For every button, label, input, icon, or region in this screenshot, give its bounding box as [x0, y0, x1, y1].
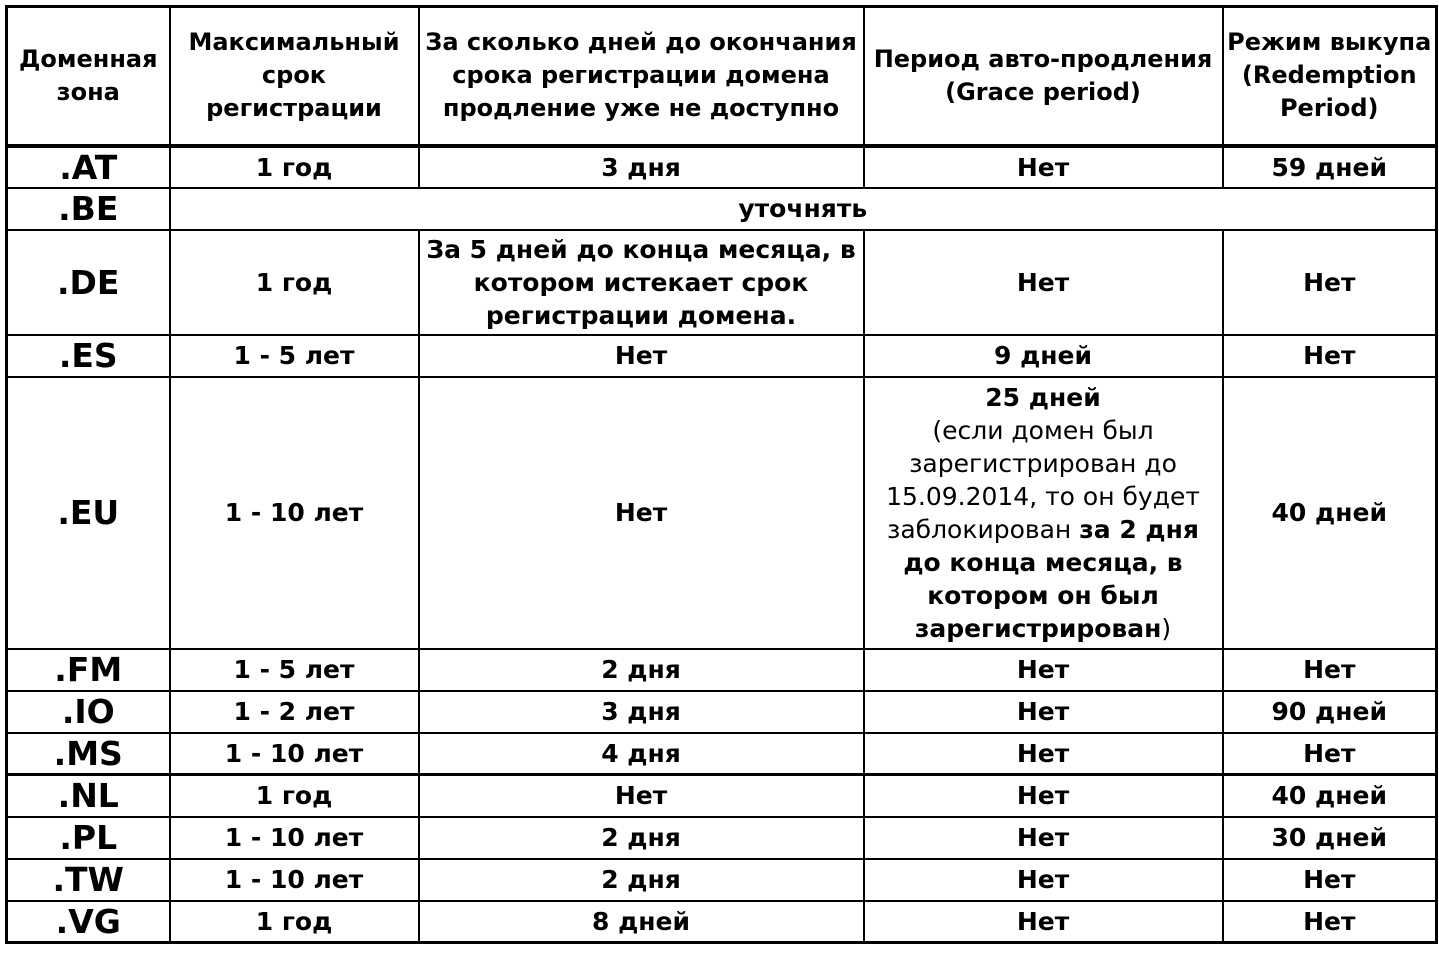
redemption-cell: 59 дней: [1223, 146, 1437, 188]
table-row: [7, 859, 1437, 901]
header-grace-period: Период авто-продления (Grace period): [864, 7, 1223, 146]
renew-cell: 8 дней: [419, 901, 864, 943]
table-row: [7, 817, 1437, 859]
max-term-cell: 1 год: [170, 146, 419, 188]
redemption-cell: 90 дней: [1223, 691, 1437, 733]
note-cell: уточнять: [170, 188, 1437, 230]
grace-cell: Нет: [864, 817, 1223, 859]
renew-cell: 3 дня: [419, 691, 864, 733]
header-zone: Доменная зона: [7, 7, 170, 146]
redemption-cell: Нет: [1223, 733, 1437, 775]
redemption-cell: 40 дней: [1223, 775, 1437, 817]
table-row: [7, 230, 1437, 335]
grace-cell: Нет: [864, 901, 1223, 943]
renew-cell: 4 дня: [419, 733, 864, 775]
domain-zones-table: [5, 5, 1438, 944]
grace-note-text: (если домен был зарегистрирован до 15.09.2014, то он будет заблокирован: [886, 415, 1200, 544]
grace-cell: Нет: [864, 146, 1223, 188]
domain-table-container: [5, 5, 1438, 944]
grace-cell: 9 дней: [864, 335, 1223, 377]
grace-cell: Нет: [864, 230, 1223, 335]
zone-cell: .VG: [7, 901, 170, 943]
redemption-cell: Нет: [1223, 649, 1437, 691]
zone-cell: .PL: [7, 817, 170, 859]
grace-note-bold-text: за 2 дня до конца месяца, в котором он был зарегистрирован: [903, 514, 1199, 643]
renew-cell: 2 дня: [419, 817, 864, 859]
zone-cell: .DE: [7, 230, 170, 335]
grace-cell: Нет: [864, 733, 1223, 775]
table-row: [7, 901, 1437, 943]
zone-cell: .AT: [7, 146, 170, 188]
max-term-cell: 1 год: [170, 901, 419, 943]
redemption-cell: Нет: [1223, 901, 1437, 943]
grace-cell: Нет: [864, 649, 1223, 691]
grace-cell: [864, 377, 1223, 649]
zone-cell: .EU: [7, 377, 170, 649]
grace-cell: Нет: [864, 859, 1223, 901]
redemption-cell: Нет: [1223, 859, 1437, 901]
grace-cell: Нет: [864, 691, 1223, 733]
table-row: [7, 377, 1437, 649]
zone-cell: .MS: [7, 733, 170, 775]
max-term-cell: 1 - 10 лет: [170, 859, 419, 901]
zone-cell: .ES: [7, 335, 170, 377]
redemption-cell: Нет: [1223, 335, 1437, 377]
grace-cell: Нет: [864, 775, 1223, 817]
grace-note-close: ): [1161, 613, 1172, 643]
zone-cell: .BE: [7, 188, 170, 230]
table-row: [7, 691, 1437, 733]
table-row: [7, 335, 1437, 377]
zone-cell: .TW: [7, 859, 170, 901]
renew-cell: 2 дня: [419, 859, 864, 901]
max-term-cell: 1 год: [170, 230, 419, 335]
table-row: [7, 146, 1437, 188]
renew-cell: За 5 дней до конца месяца, в котором истекает срок регистрации домена.: [419, 230, 864, 335]
table-row: [7, 775, 1437, 817]
renew-cell: 3 дня: [419, 146, 864, 188]
grace-main-value: 25 дней: [985, 382, 1101, 412]
redemption-cell: 30 дней: [1223, 817, 1437, 859]
max-term-cell: 1 - 10 лет: [170, 733, 419, 775]
header-max-term: Максимальный срок регистрации: [170, 7, 419, 146]
max-term-cell: 1 - 2 лет: [170, 691, 419, 733]
max-term-cell: 1 - 5 лет: [170, 649, 419, 691]
table-row: [7, 188, 1437, 230]
table-row: [7, 649, 1437, 691]
max-term-cell: 1 год: [170, 775, 419, 817]
header-redemption-period: Режим выкупа (Redemption Period): [1223, 7, 1437, 146]
zone-cell: .FM: [7, 649, 170, 691]
renew-cell: 2 дня: [419, 649, 864, 691]
renew-cell: Нет: [419, 377, 864, 649]
renew-cell: Нет: [419, 775, 864, 817]
zone-cell: .IO: [7, 691, 170, 733]
zone-cell: .NL: [7, 775, 170, 817]
max-term-cell: 1 - 10 лет: [170, 377, 419, 649]
max-term-cell: 1 - 5 лет: [170, 335, 419, 377]
header-renew-unavailable: За сколько дней до окончания срока регистрации домена продление уже не доступно: [419, 7, 864, 146]
max-term-cell: 1 - 10 лет: [170, 817, 419, 859]
renew-cell: Нет: [419, 335, 864, 377]
redemption-cell: 40 дней: [1223, 377, 1437, 649]
redemption-cell: Нет: [1223, 230, 1437, 335]
table-header-row: [7, 7, 1437, 146]
table-row: [7, 733, 1437, 775]
